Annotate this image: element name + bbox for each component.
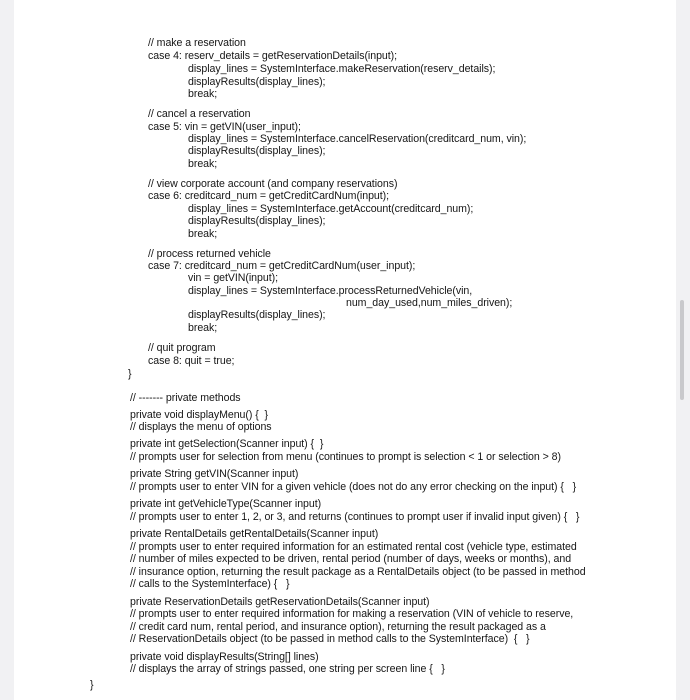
code-line: // calls to the SystemInterface) { } [130,578,290,590]
code-line: displayResults(display_lines); [188,145,326,157]
code-line: case 8: quit = true; [148,355,235,367]
code-line: // view corporate account (and company reservations) [148,178,398,190]
code-line: // prompts user for selection from menu (continues to prompt is selection < 1 or selection > 8) [130,451,561,463]
code-line: // cancel a reservation [148,108,251,120]
code-line: // prompts user to enter 1, 2, or 3, and returns (continues to prompt user if invalid input given) { } [130,511,580,523]
code-line: private RentalDetails getRentalDetails(Scanner input) [130,528,379,540]
code-line: private void displayMenu() { } [130,409,269,421]
code-line: case 5: vin = getVIN(user_input); [148,121,301,133]
code-line: // ------- private methods [130,392,241,404]
code-line: // insurance option, returning the result package as a RentalDetails object (to be passed in method [130,566,586,578]
code-line: // prompts user to enter required information for making a reservation (VIN of vehicle to reserve, [130,608,574,620]
code-line: num_day_used,num_miles_driven); [346,297,513,309]
code-line: case 7: creditcard_num = getCreditCardNum(user_input); [148,260,416,272]
code-line: } [90,679,94,691]
code-line: private int getSelection(Scanner input) { } [130,438,324,450]
code-line: display_lines = SystemInterface.cancelReservation(creditcard_num, vin); [188,133,527,145]
code-line: break; [188,158,218,170]
code-line: private ReservationDetails getReservationDetails(Scanner input) [130,596,430,608]
code-line: // displays the array of strings passed, one string per screen line { } [130,663,445,675]
code-line: vin = getVIN(input); [188,272,278,284]
code-line: // ReservationDetails object (to be passed in method calls to the SystemInterface) { } [130,633,530,645]
code-line: case 4: reserv_details = getReservationDetails(input); [148,50,398,62]
code-line: // prompts user to enter required information for an estimated rental cost (vehicle type, estimated [130,541,577,553]
code-line: displayResults(display_lines); [188,215,326,227]
code-line: break; [188,228,218,240]
code-line: // credit card num, rental period, and insurance option), returning the result packaged as a [130,621,546,633]
code-line: display_lines = SystemInterface.processReturnedVehicle(vin, [188,285,473,297]
code-line: // prompts user to enter VIN for a given vehicle (does not do any error checking on the input) { } [130,481,577,493]
code-line: case 6: creditcard_num = getCreditCardNum(input); [148,190,390,202]
code-line: display_lines = SystemInterface.getAccount(creditcard_num); [188,203,474,215]
code-line: // process returned vehicle [148,248,271,260]
code-line: private void displayResults(String[] lines) [130,651,319,663]
code-line: displayResults(display_lines); [188,309,326,321]
code-line: // number of miles expected to be driven, rental period (number of days, weeks or months), and [130,553,572,565]
code-line: displayResults(display_lines); [188,76,326,88]
code-line: private String getVIN(Scanner input) [130,468,299,480]
code-line: } [128,368,132,380]
code-line: // displays the menu of options [130,421,272,433]
code-line: display_lines = SystemInterface.makeReservation(reserv_details); [188,63,496,75]
code-line: private int getVehicleType(Scanner input) [130,498,322,510]
code-line: // quit program [148,342,216,354]
code-line: break; [188,322,218,334]
code-line: break; [188,88,218,100]
code-line: // make a reservation [148,37,246,49]
